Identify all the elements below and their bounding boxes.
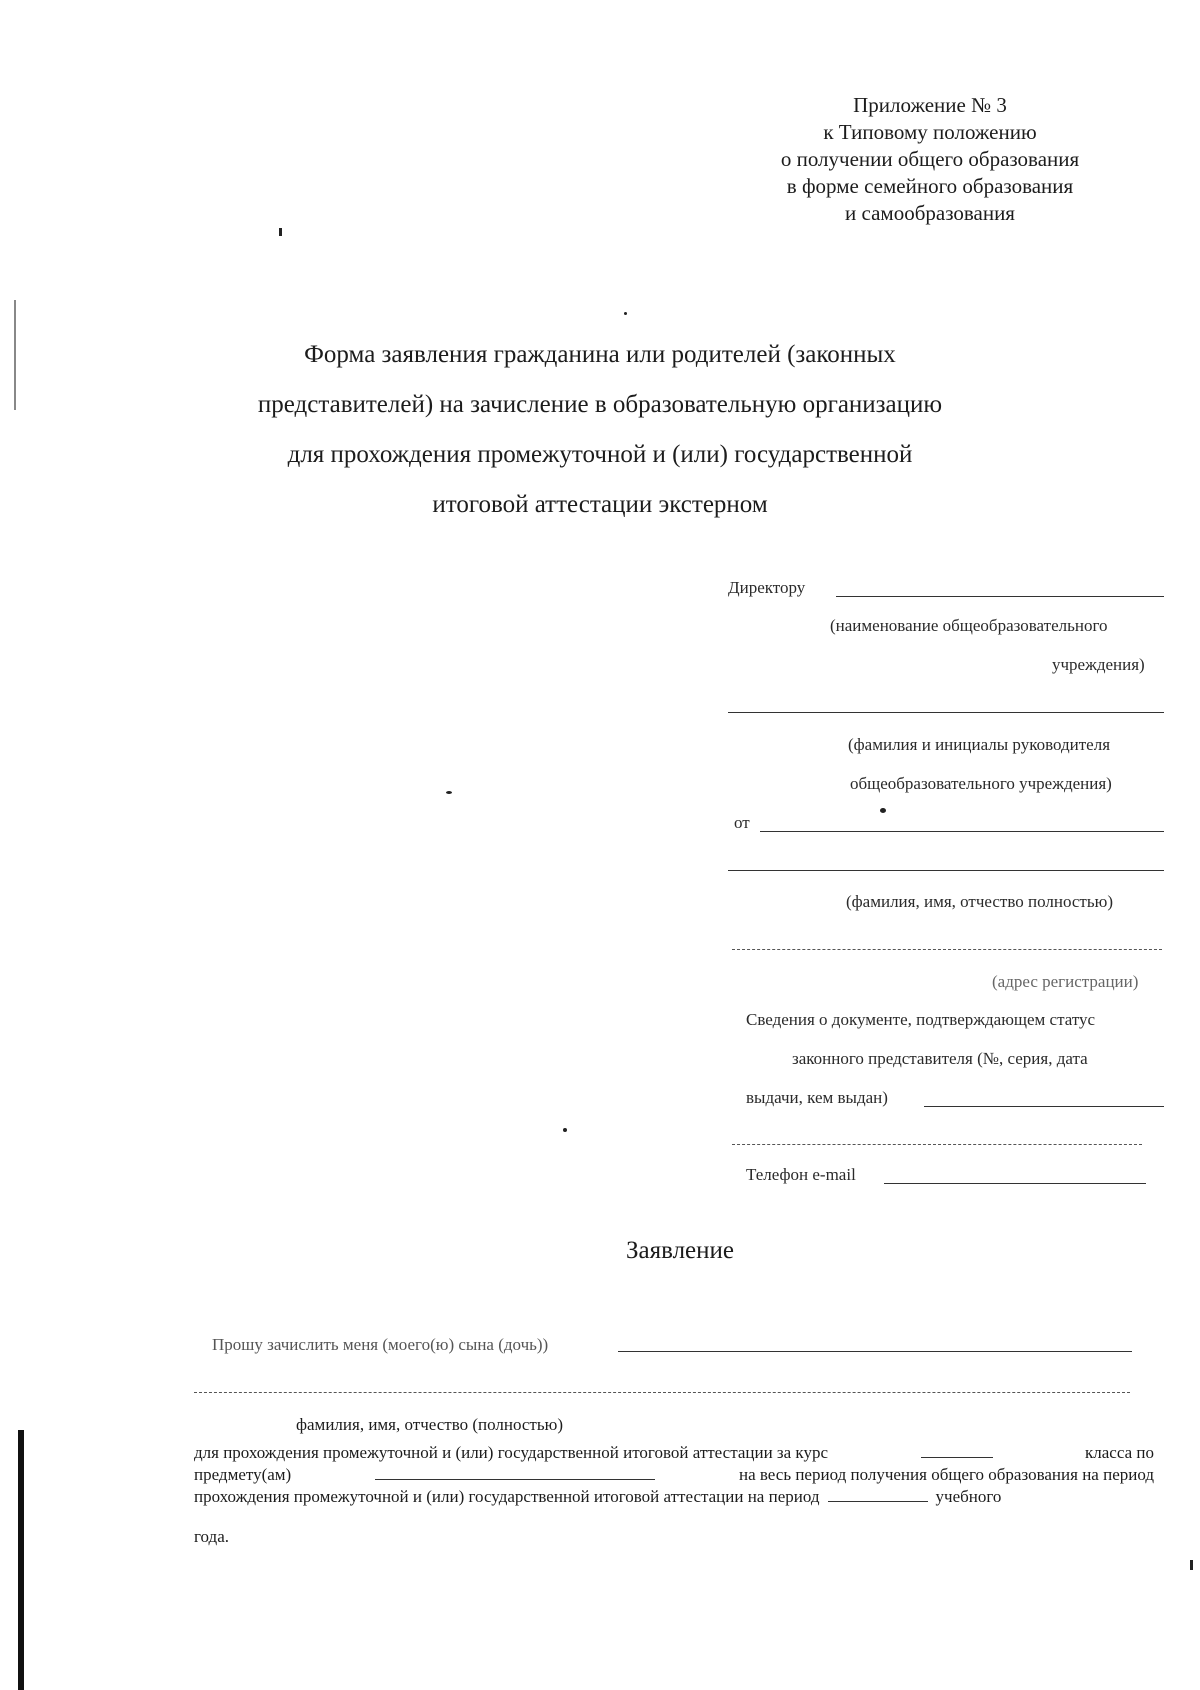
title-line: представителей) на зачисление в образовательную организацию: [257, 391, 943, 418]
from-field[interactable]: [760, 831, 1164, 832]
student-fio-caption: фамилия, имя, отчество (полностью): [296, 1415, 563, 1434]
student-name-field-2[interactable]: [194, 1392, 1130, 1393]
appendix-line: к Типовому положению: [823, 120, 1037, 144]
director-label: Директору: [728, 578, 806, 597]
appendix-line: и самообразования: [845, 201, 1015, 225]
paragraph-text: прохождения промежуточной и (или) государственной итоговой аттестации на период: [194, 1487, 820, 1506]
subjects-field[interactable]: [375, 1464, 655, 1480]
statement-heading: Заявление: [625, 1237, 735, 1264]
school-year-field[interactable]: [828, 1486, 928, 1502]
document-info-label: Сведения о документе, подтверждающем статус: [746, 1010, 1096, 1029]
phone-label: Телефон e-mail: [746, 1165, 856, 1184]
director-field[interactable]: [836, 596, 1164, 597]
head-name-field[interactable]: [728, 712, 1164, 713]
phone-email-field[interactable]: [884, 1183, 1146, 1184]
scan-speck: [446, 791, 452, 794]
org-caption: учреждения): [1052, 655, 1145, 674]
document-info-label: выдачи, кем выдан): [746, 1088, 888, 1107]
scan-speck: [279, 228, 282, 236]
scan-speck: [1190, 1560, 1193, 1570]
title-line: Форма заявления гражданина или родителей (законных: [304, 341, 896, 368]
paragraph-row: [194, 1464, 1154, 1486]
paragraph-text: учебного: [935, 1487, 1002, 1506]
paragraph-text: для прохождения промежуточной и (или) государственной итоговой аттестации за курс: [194, 1443, 828, 1462]
title-line: итоговой аттестации экстерном: [432, 491, 768, 518]
document-info-label: законного представителя (№, серия, дата: [792, 1049, 1088, 1068]
title-line: для прохождения промежуточной и (или) государственной: [287, 441, 913, 468]
grade-field[interactable]: [921, 1442, 993, 1458]
paragraph-text: предмету(ам): [194, 1465, 292, 1484]
appendix-line: в форме семейного образования: [786, 174, 1074, 198]
from-field-2[interactable]: [728, 870, 1164, 871]
form-title: [180, 330, 1020, 530]
scan-speck: [880, 808, 886, 813]
appendix-line: Приложение № 3: [853, 93, 1007, 117]
scan-speck: [563, 1128, 567, 1132]
request-label: Прошу зачислить меня (моего(ю) сына (дочь)): [212, 1335, 549, 1354]
org-caption: (наименование общеобразовательного: [830, 616, 1108, 635]
document-info-field[interactable]: [924, 1106, 1164, 1107]
appendix-block: [740, 92, 1120, 227]
from-label: от: [734, 813, 750, 832]
paragraph-text: года.: [194, 1527, 230, 1546]
head-caption: (фамилия и инициалы руководителя: [848, 735, 1111, 754]
address-caption: (адрес регистрации): [992, 972, 1139, 991]
address-field[interactable]: [732, 949, 1162, 950]
scan-speck: [624, 312, 627, 315]
head-caption: общеобразовательного учреждения): [850, 774, 1112, 793]
statement-paragraph: [194, 1442, 1154, 1548]
paragraph-row: [194, 1526, 1154, 1548]
fio-caption: (фамилия, имя, отчество полностью): [846, 892, 1113, 911]
document-info-field-2[interactable]: [732, 1144, 1142, 1145]
student-name-field[interactable]: [618, 1351, 1132, 1352]
paragraph-row: [194, 1442, 1154, 1464]
paragraph-row: [194, 1486, 1154, 1508]
paragraph-text: на весь период получения общего образования на период: [738, 1465, 1154, 1484]
appendix-line: о получении общего образования: [780, 147, 1080, 171]
scan-margin-mark: [18, 1430, 24, 1690]
scan-margin-mark: [14, 300, 16, 410]
paragraph-text: класса по: [1085, 1443, 1154, 1462]
